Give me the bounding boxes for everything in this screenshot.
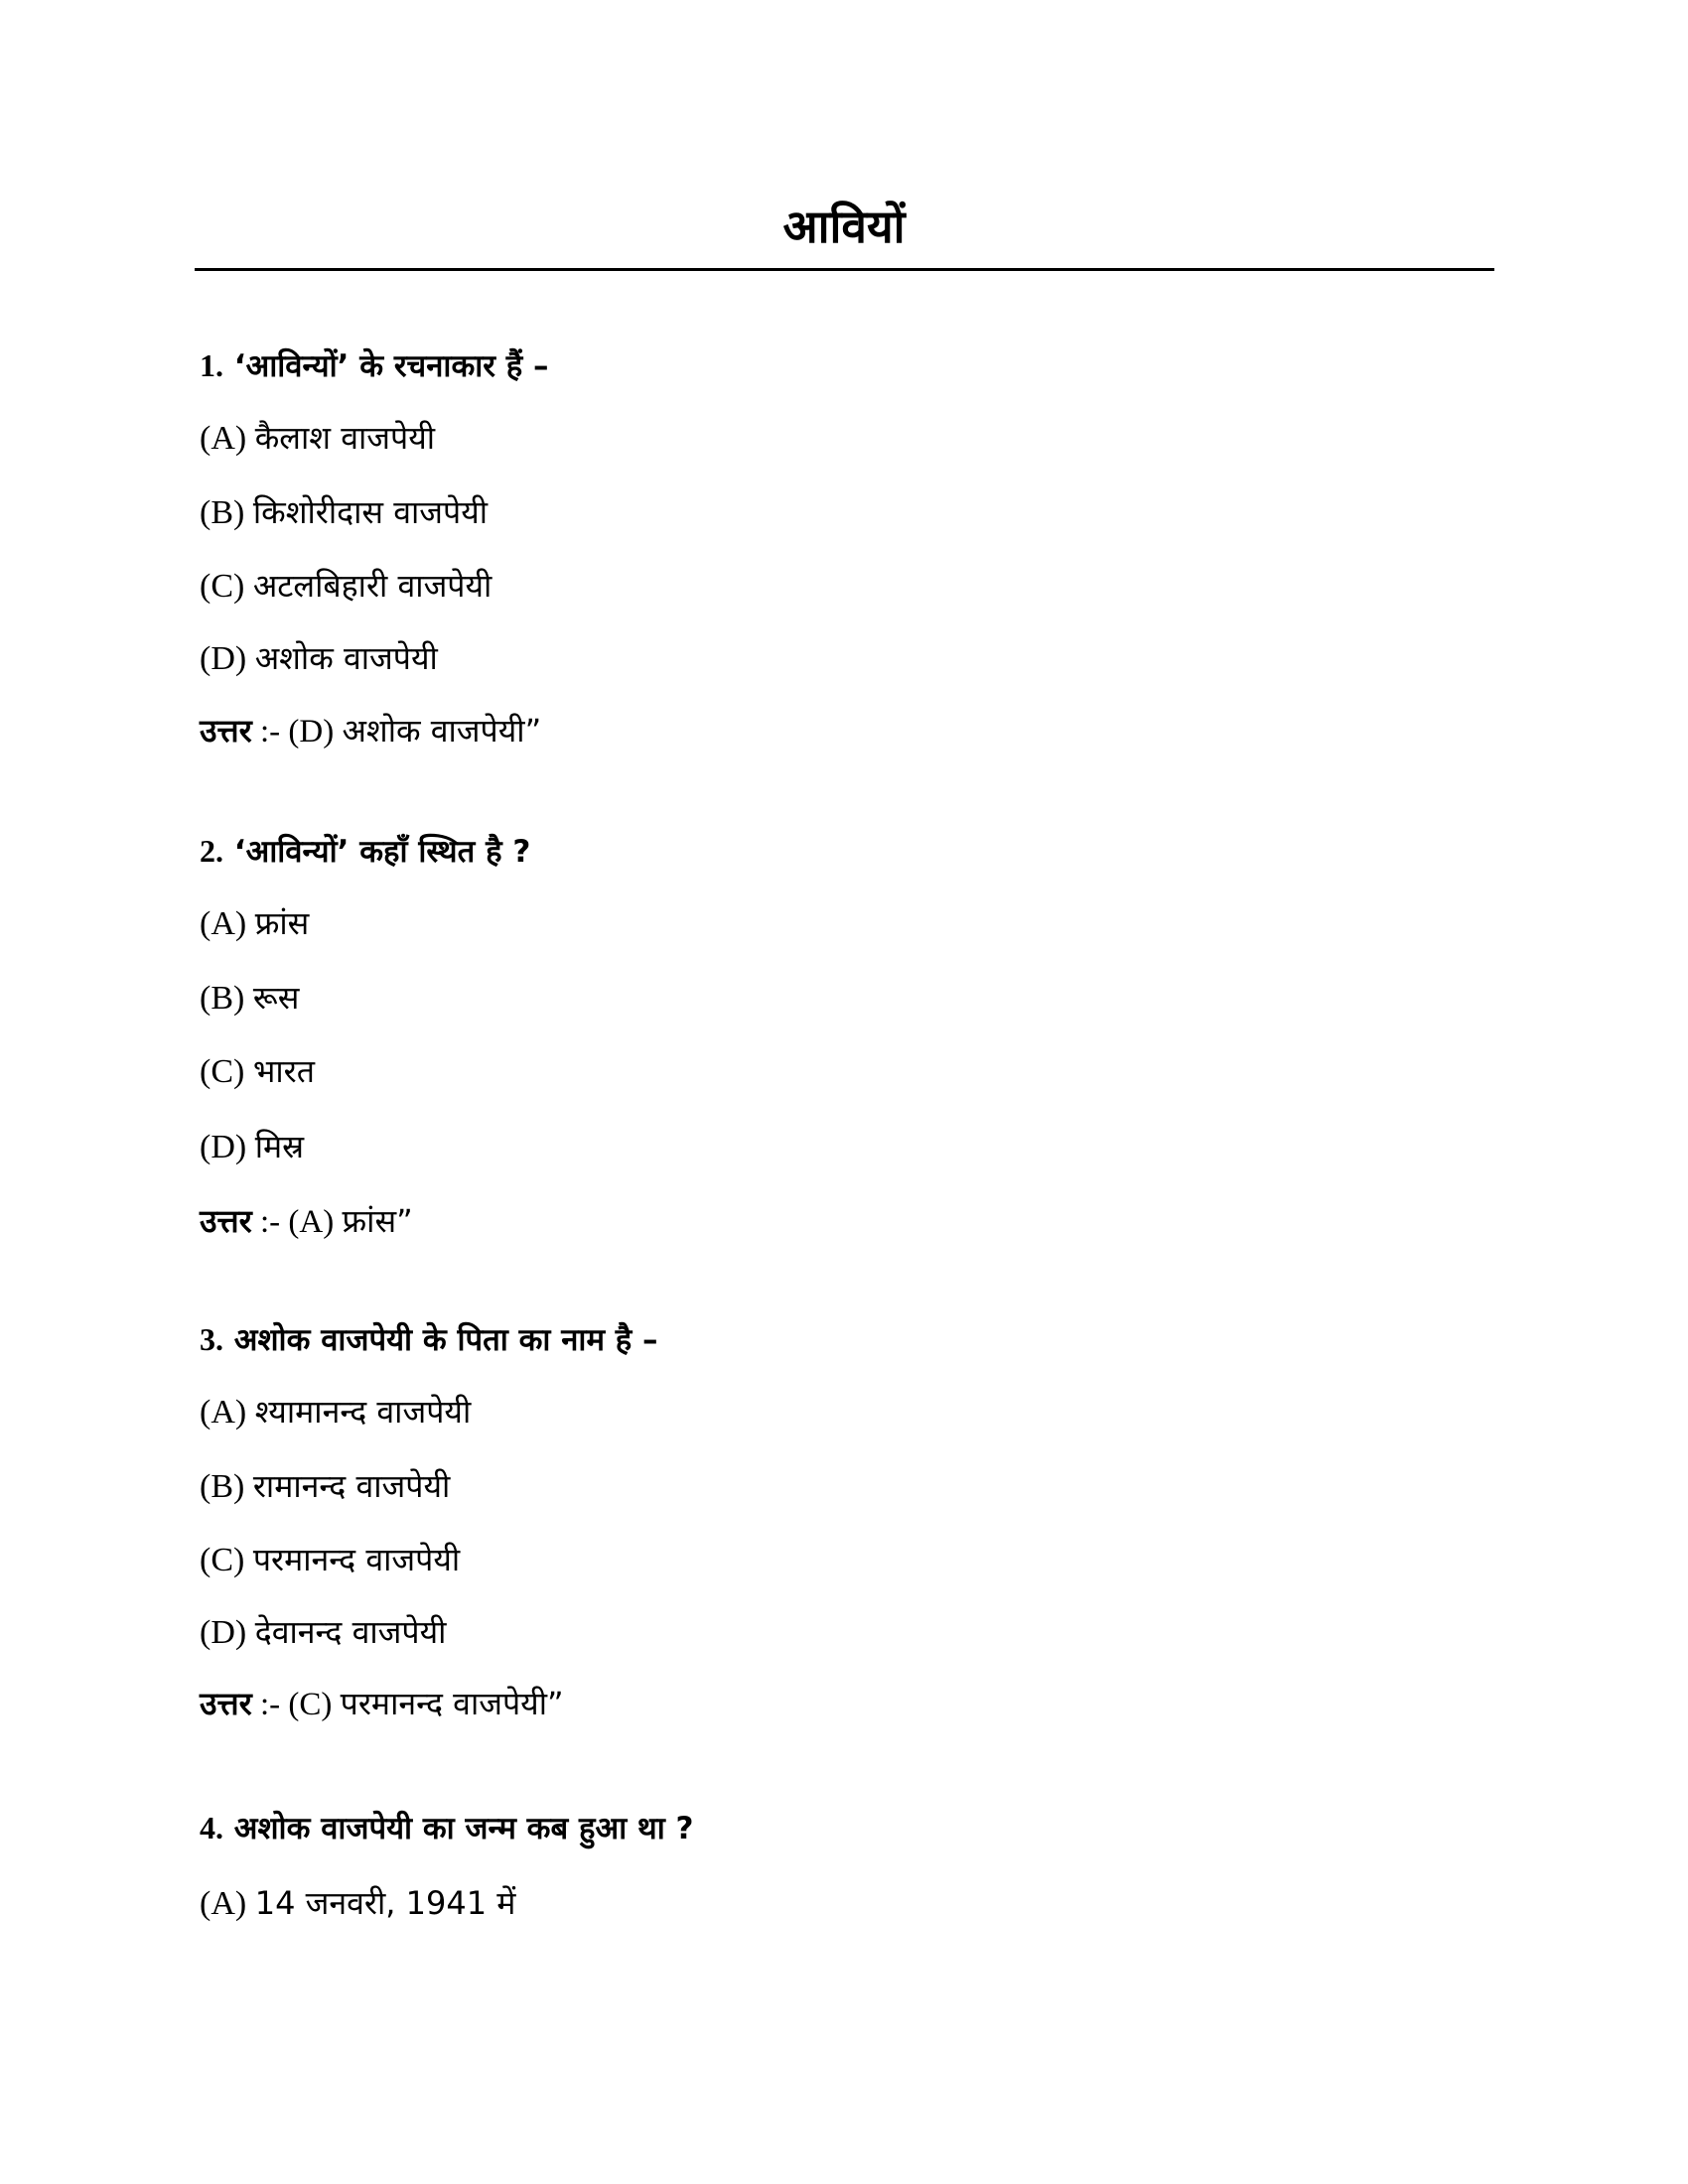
answer-line <box>200 1196 413 1246</box>
option-c <box>200 1046 315 1096</box>
question-text: अशोक वाजपेयी के पिता का नाम है – <box>233 1322 658 1358</box>
option-letter: (A) <box>200 1885 247 1922</box>
option-letter: (D) <box>200 1129 247 1165</box>
option-letter: (D) <box>200 1614 247 1651</box>
title-underline-divider <box>195 268 1494 271</box>
option-letter: (A) <box>200 905 247 942</box>
answer-text: फ्रांस” <box>342 1202 413 1240</box>
option-text: अटलबिहारी वाजपेयी <box>252 567 492 605</box>
question-heading <box>200 341 549 390</box>
answer-line <box>200 1679 564 1728</box>
option-d <box>200 1122 304 1171</box>
page-title: आवियों <box>782 200 906 253</box>
option-text: श्यामानन्द वाजपेयी <box>254 1393 472 1431</box>
option-text: परमानन्द वाजपेयी <box>252 1541 461 1578</box>
option-text: रूस <box>252 979 300 1017</box>
answer-label: उत्तर <box>200 712 252 750</box>
option-letter: (A) <box>200 420 247 457</box>
answer-label: उत्तर <box>200 1685 252 1722</box>
option-letter: (D) <box>200 640 247 677</box>
answer-separator: :- <box>260 1204 281 1240</box>
option-a <box>200 1387 471 1436</box>
option-letter: (B) <box>200 494 245 531</box>
answer-letter: (C) <box>288 1687 333 1722</box>
question-text: ‘आविन्यों’ के रचनाकार हैं – <box>233 348 549 384</box>
question-heading <box>200 826 530 876</box>
option-text: मिस्र <box>254 1128 305 1165</box>
question-number: 1. <box>200 347 223 383</box>
answer-text: परमानन्द वाजपेयी” <box>340 1685 564 1722</box>
answer-separator: :- <box>260 714 281 750</box>
option-text: रामानन्द वाजपेयी <box>252 1467 451 1505</box>
answer-letter: (D) <box>288 714 335 750</box>
option-letter: (B) <box>200 980 245 1017</box>
option-text: कैलाश वाजपेयी <box>254 419 436 457</box>
option-letter: (C) <box>200 1053 245 1090</box>
option-c <box>200 561 492 611</box>
option-letter: (C) <box>200 1542 245 1578</box>
question-text: अशोक वाजपेयी का जन्म कब हुआ था ? <box>233 1811 694 1846</box>
option-a <box>200 413 435 463</box>
option-b <box>200 1461 450 1511</box>
answer-letter: (A) <box>288 1204 335 1240</box>
question-heading <box>200 1803 694 1852</box>
option-text: 14 जनवरी, 1941 में <box>254 1884 516 1922</box>
option-text: भारत <box>252 1052 315 1090</box>
option-a <box>200 1878 515 1928</box>
option-b <box>200 973 299 1023</box>
option-text: फ्रांस <box>254 904 310 942</box>
option-d <box>200 633 438 683</box>
option-letter: (C) <box>200 568 245 605</box>
question-heading <box>200 1314 658 1364</box>
option-letter: (B) <box>200 1468 245 1505</box>
option-text: देवानन्द वाजपेयी <box>254 1613 447 1651</box>
question-number: 4. <box>200 1810 223 1845</box>
option-text: किशोरीदास वाजपेयी <box>252 493 489 531</box>
answer-separator: :- <box>260 1687 281 1722</box>
question-text: ‘आविन्यों’ कहाँ स्थित है ? <box>233 834 531 870</box>
answer-text: अशोक वाजपेयी” <box>342 712 542 750</box>
question-number: 2. <box>200 833 223 869</box>
option-b <box>200 487 488 537</box>
option-letter: (A) <box>200 1394 247 1431</box>
answer-label: उत्तर <box>200 1202 252 1240</box>
answer-line <box>200 706 541 755</box>
option-a <box>200 898 309 948</box>
option-text: अशोक वाजपेयी <box>254 639 438 677</box>
option-d <box>200 1607 446 1657</box>
option-c <box>200 1535 460 1584</box>
question-number: 3. <box>200 1321 223 1357</box>
